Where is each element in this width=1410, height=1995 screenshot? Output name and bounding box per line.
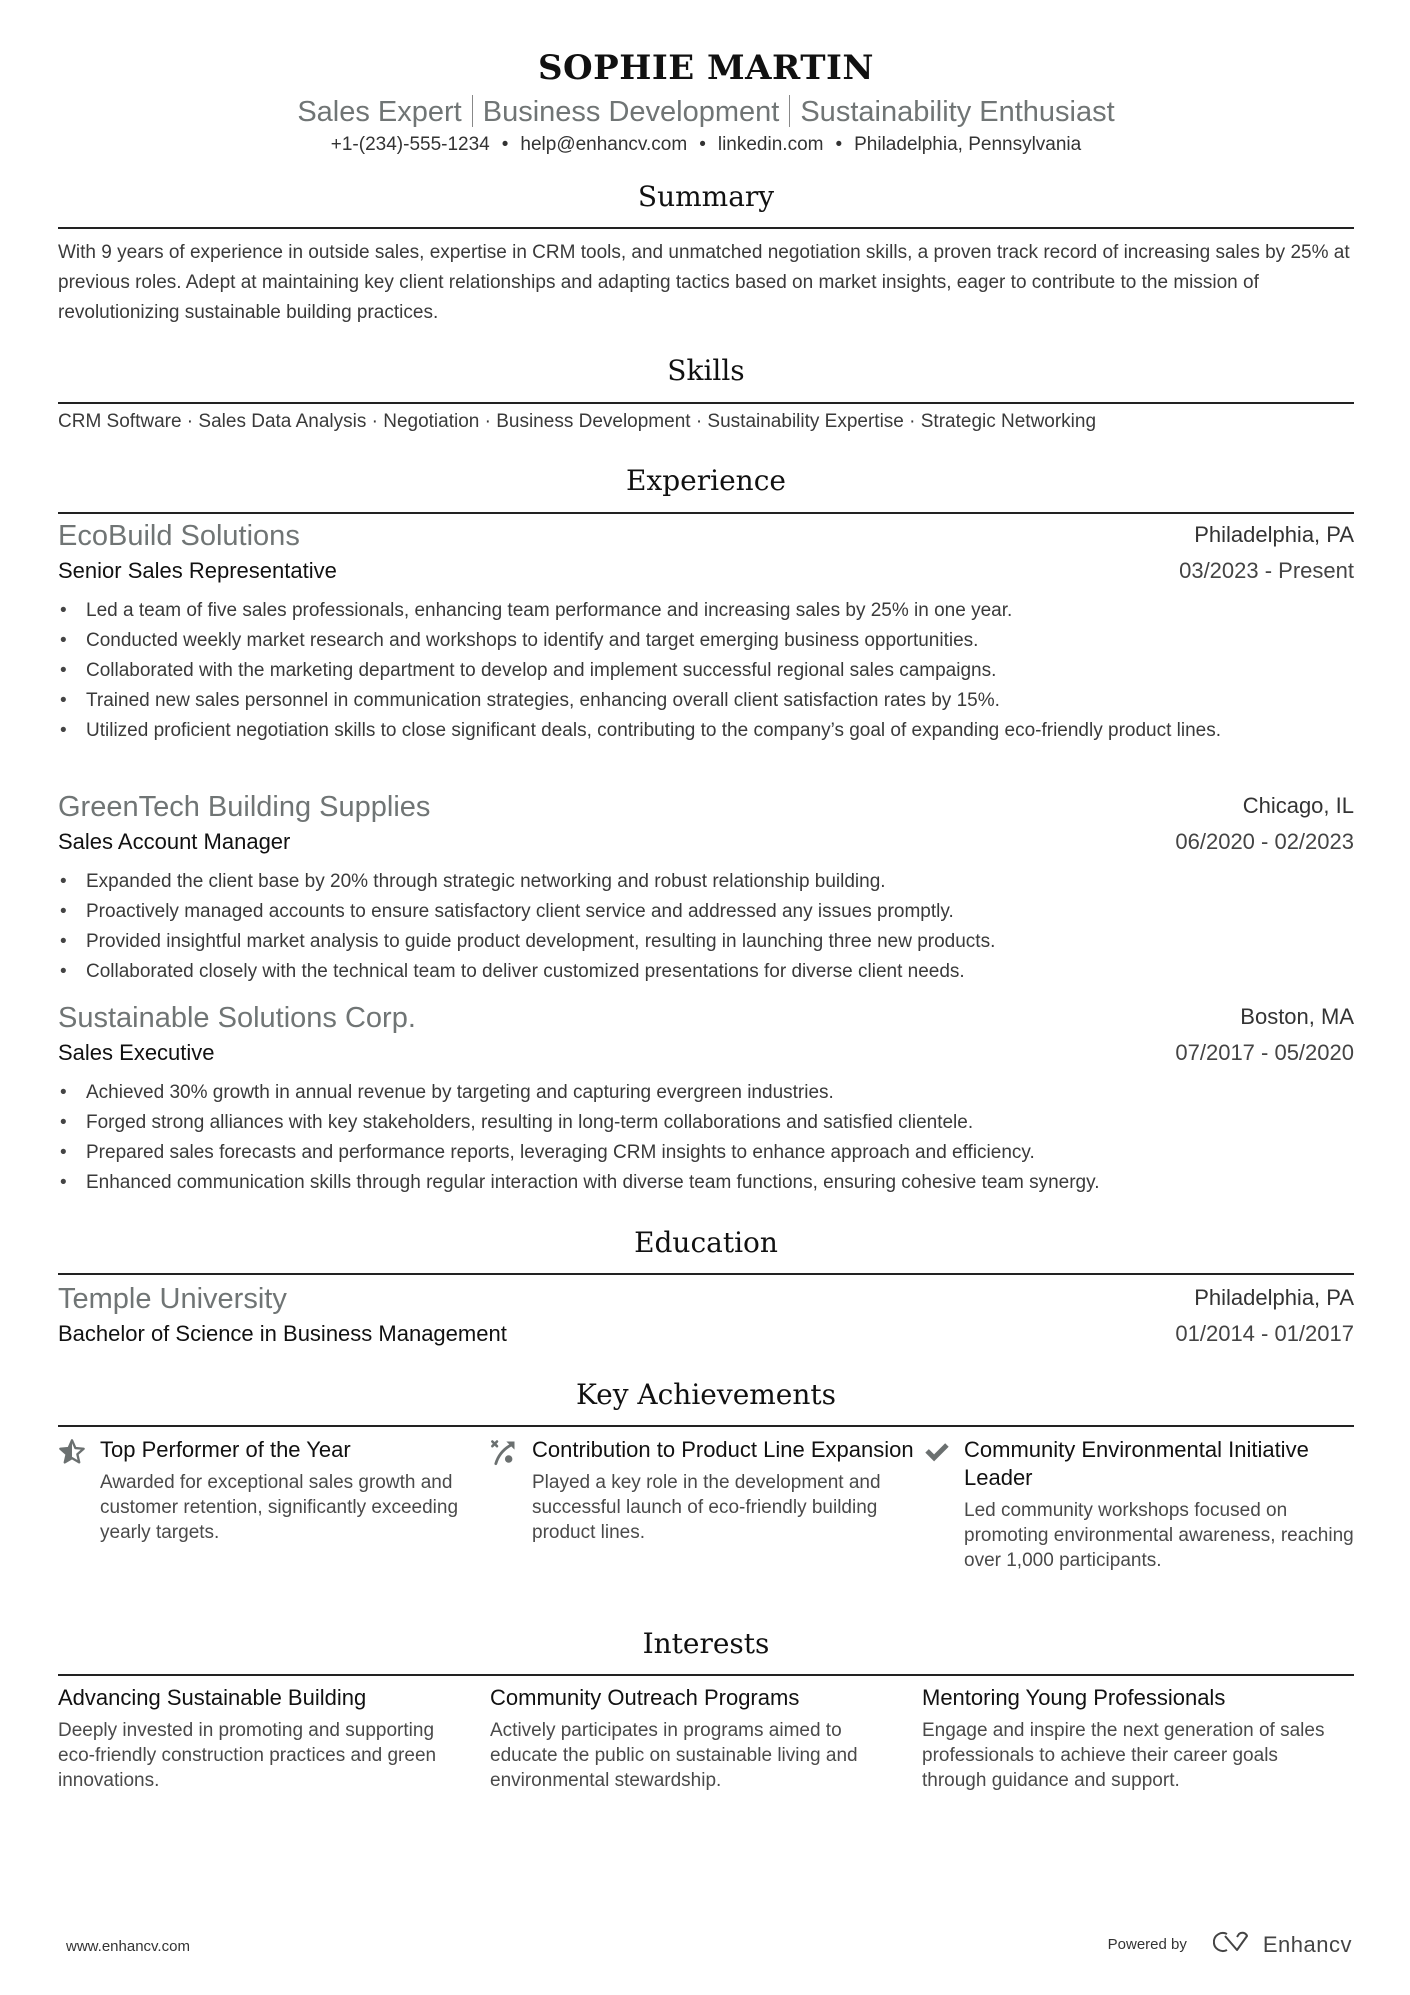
degree: Bachelor of Science in Business Management <box>58 1321 507 1346</box>
education-dates: 01/2014 - 01/2017 <box>1175 1321 1354 1346</box>
skills-list: CRM Software · Sales Data Analysis · Negotiation · Business Development · Sustainability Expertise · Strategic Networking <box>58 411 1097 432</box>
bullet-item: • Expanded the client base by 20% through strategic networking and robust relationship building. <box>58 867 1354 897</box>
bullet-item: • Achieved 30% growth in annual revenue by targeting and capturing evergreen industries. <box>58 1078 1354 1108</box>
achievement-item <box>922 1436 1354 1573</box>
job-location: Boston, MA <box>1240 1004 1354 1029</box>
linkedin-link[interactable]: linkedin.com <box>717 134 824 155</box>
section-title-achievements: Key Achievements <box>575 1378 837 1411</box>
section-divider <box>58 227 1354 229</box>
headline-item: Business Development <box>482 96 780 128</box>
company-name: GreenTech Building Supplies <box>58 791 431 823</box>
job-title: Senior Sales Representative <box>58 558 337 583</box>
brand-name: Enhancv <box>1262 1931 1352 1957</box>
bullet-item: • Led a team of five sales professionals, enhancing team performance and increasing sales by 25% in one year. <box>58 596 1354 626</box>
achievement-title: Community Environmental Initiative Leader <box>964 1437 1309 1490</box>
section-title-education: Education <box>634 1226 778 1259</box>
job-bullets <box>58 867 1354 987</box>
job-title: Sales Account Manager <box>58 829 291 854</box>
interest-item <box>58 1684 490 1793</box>
school-location: Philadelphia, PA <box>1194 1285 1354 1310</box>
section-title-experience: Experience <box>626 464 786 497</box>
interest-desc: Deeply invested in promoting and supporting eco-friendly construction practices and green innovations. <box>58 1720 437 1791</box>
bullet-item: • Collaborated with the marketing department to develop and implement successful regional sales campaigns. <box>58 656 1354 686</box>
section-divider <box>58 512 1354 514</box>
achievements-grid <box>58 1436 1354 1573</box>
section-divider <box>58 1425 1354 1427</box>
section-divider <box>58 402 1354 404</box>
interest-title: Community Outreach Programs <box>490 1685 800 1710</box>
job-dates: 06/2020 - 02/2023 <box>1175 829 1354 854</box>
section-title-skills: Skills <box>667 354 745 387</box>
bullet-item: • Utilized proficient negotiation skills to close significant deals, contributing to the company’s goal of expanding eco-friendly product lines. <box>58 716 1354 746</box>
separator-dot: • <box>699 134 706 155</box>
location: Philadelphia, Pennsylvania <box>854 134 1082 155</box>
bullet-item: • Provided insightful market analysis to guide product development, resulting in launching three new products. <box>58 927 1354 957</box>
achievement-item <box>58 1436 490 1573</box>
job-bullets <box>58 596 1354 746</box>
separator-dot: • <box>501 134 509 155</box>
bullet-item: • Collaborated closely with the technical team to deliver customized presentations for diverse client needs. <box>58 957 1354 987</box>
bullet-item: • Forged strong alliances with key stakeholders, resulting in long-term collaborations and satisfied clientele. <box>58 1108 1354 1138</box>
interest-item <box>490 1684 922 1793</box>
candidate-name: SOPHIE MARTIN <box>538 48 874 88</box>
achievement-desc: Led community workshops focused on promoting environmental awareness, reaching over 1,000 participants. <box>964 1500 1354 1571</box>
bullet-item: • Enhanced communication skills through regular interaction with diverse team functions, ensuring cohesive team synergy. <box>58 1168 1354 1198</box>
separator-dot: • <box>835 134 843 155</box>
footer-branding[interactable] <box>1108 1930 1352 1959</box>
checkmark-icon <box>922 1438 952 1468</box>
bullet-item: • Proactively managed accounts to ensure satisfactory client service and addressed any issues promptly. <box>58 897 1354 927</box>
bullet-item: • Conducted weekly market research and workshops to identify and target emerging business opportunities. <box>58 626 1354 656</box>
section-divider <box>58 1674 1354 1676</box>
job-bullets <box>58 1078 1354 1198</box>
interests-grid <box>58 1684 1354 1793</box>
achievement-desc: Awarded for exceptional sales growth and customer retention, significantly exceeding yearly targets. <box>100 1472 459 1543</box>
job-dates: 03/2023 - Present <box>1179 558 1354 583</box>
job-location: Chicago, IL <box>1242 793 1354 818</box>
job-location: Philadelphia, PA <box>1194 522 1354 547</box>
section-title-summary: Summary <box>637 180 775 213</box>
phone: +1-(234)-555-1234 <box>330 134 490 155</box>
headline-item: Sustainability Enthusiast <box>800 96 1115 128</box>
achievement-title: Top Performer of the Year <box>100 1437 351 1462</box>
achievement-title: Contribution to Product Line Expansion <box>532 1437 914 1462</box>
powered-by-label: Powered by <box>1107 1936 1187 1953</box>
section-title-interests: Interests <box>642 1627 770 1660</box>
headline-item: Sales Expert <box>297 96 462 128</box>
contact-info <box>58 134 1354 156</box>
interest-title: Advancing Sustainable Building <box>58 1685 367 1710</box>
interest-title: Mentoring Young Professionals <box>922 1685 1226 1710</box>
star-icon <box>58 1438 88 1468</box>
summary-text: With 9 years of experience in outside sales, expertise in CRM tools, and unmatched negotiation skills, a proven track record of increasing sales by 25% at previous roles. Adept at maintaining key client relationships and adapting tactics based on market insights, eager to contribute to the mission of revolutionizing sustainable building practices. <box>58 242 1350 323</box>
email-link[interactable]: help@enhancv.com <box>520 134 688 155</box>
achievement-desc: Played a key role in the development and successful launch of eco-friendly building product lines. <box>532 1472 881 1543</box>
divider <box>789 95 790 127</box>
achievement-item <box>490 1436 922 1573</box>
footer-website-link[interactable]: www.enhancv.com <box>66 1938 190 1955</box>
company-name: EcoBuild Solutions <box>58 520 300 552</box>
bullet-item: • Prepared sales forecasts and performance reports, leveraging CRM insights to enhance approach and efficiency. <box>58 1138 1354 1168</box>
job-title: Sales Executive <box>58 1040 215 1065</box>
enhancv-logo-icon <box>1213 1930 1255 1959</box>
headline <box>58 95 1354 129</box>
strategy-icon <box>490 1438 520 1468</box>
interest-desc: Actively participates in programs aimed to educate the public on sustainable living and environmental stewardship. <box>490 1720 858 1791</box>
divider <box>472 95 473 127</box>
interest-item <box>922 1684 1354 1793</box>
bullet-item: • Trained new sales personnel in communication strategies, enhancing overall client satisfaction rates by 15%. <box>58 686 1354 716</box>
section-divider <box>58 1273 1354 1275</box>
job-dates: 07/2017 - 05/2020 <box>1175 1040 1354 1065</box>
company-name: Sustainable Solutions Corp. <box>58 1002 416 1034</box>
school-name: Temple University <box>58 1283 287 1315</box>
interest-desc: Engage and inspire the next generation of sales professionals to achieve their career goals through guidance and support. <box>922 1720 1325 1791</box>
